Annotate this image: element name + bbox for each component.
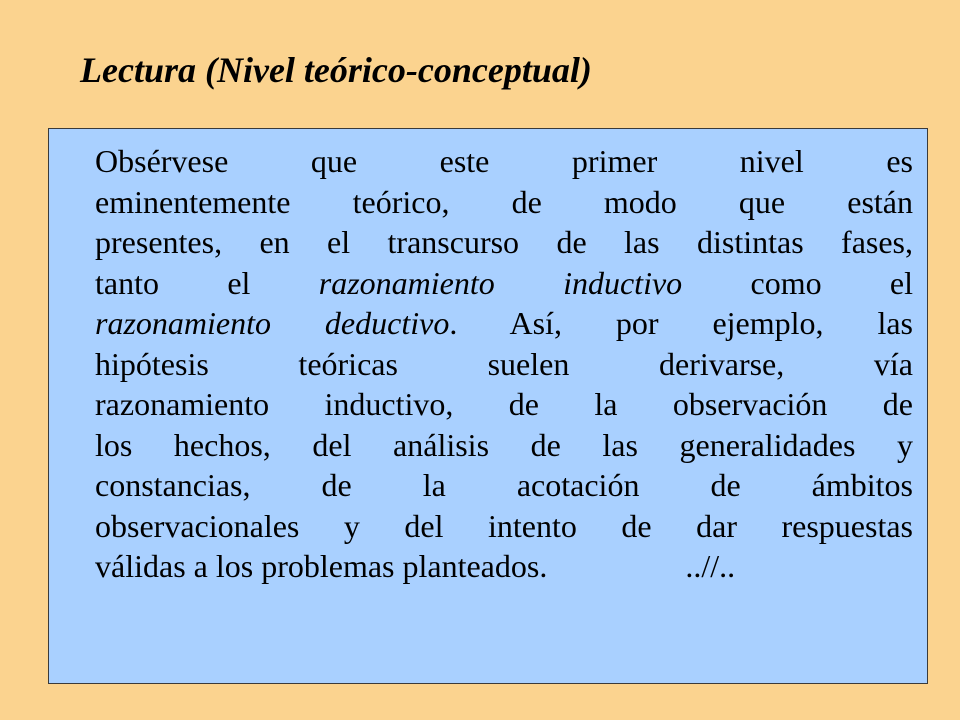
body-paragraph: [95, 141, 913, 587]
text-line-2: eminentemente teórico, de modo que están: [95, 183, 913, 220]
text-segment: válidas a los problemas planteados.: [95, 548, 548, 584]
text-line-4: [95, 263, 913, 304]
text-segment: tanto el: [95, 264, 319, 301]
text-line-7: razonamiento inductivo, de la observación de: [95, 386, 913, 422]
text-line-5: [95, 303, 913, 344]
text-segment: . Así, por ejemplo, las: [449, 305, 914, 341]
continuation-marker: ..//..: [685, 548, 736, 584]
emphasis-inductive-reasoning: razonamiento inductivo: [318, 264, 683, 301]
text-line-1: Obsérvese que este primer nivel es: [95, 143, 913, 179]
text-line-6: hipótesis teóricas suelen derivarse, vía: [95, 345, 913, 382]
slide-title: Lectura (Nivel teórico-conceptual): [80, 50, 592, 90]
content-box: [48, 128, 928, 684]
text-line-3: presentes, en el transcurso de las distintas fases,: [95, 224, 913, 260]
text-line-8: los hechos, del análisis de las generalidades y: [95, 426, 913, 463]
text-line-10: observacionales y del intento de dar respuestas: [95, 507, 913, 544]
text-line-11: [95, 546, 913, 587]
text-segment: como el: [682, 264, 914, 301]
text-line-9: constancias, de la acotación de ámbitos: [95, 467, 913, 503]
emphasis-deductive-reasoning: razonamiento deductivo: [95, 305, 450, 341]
